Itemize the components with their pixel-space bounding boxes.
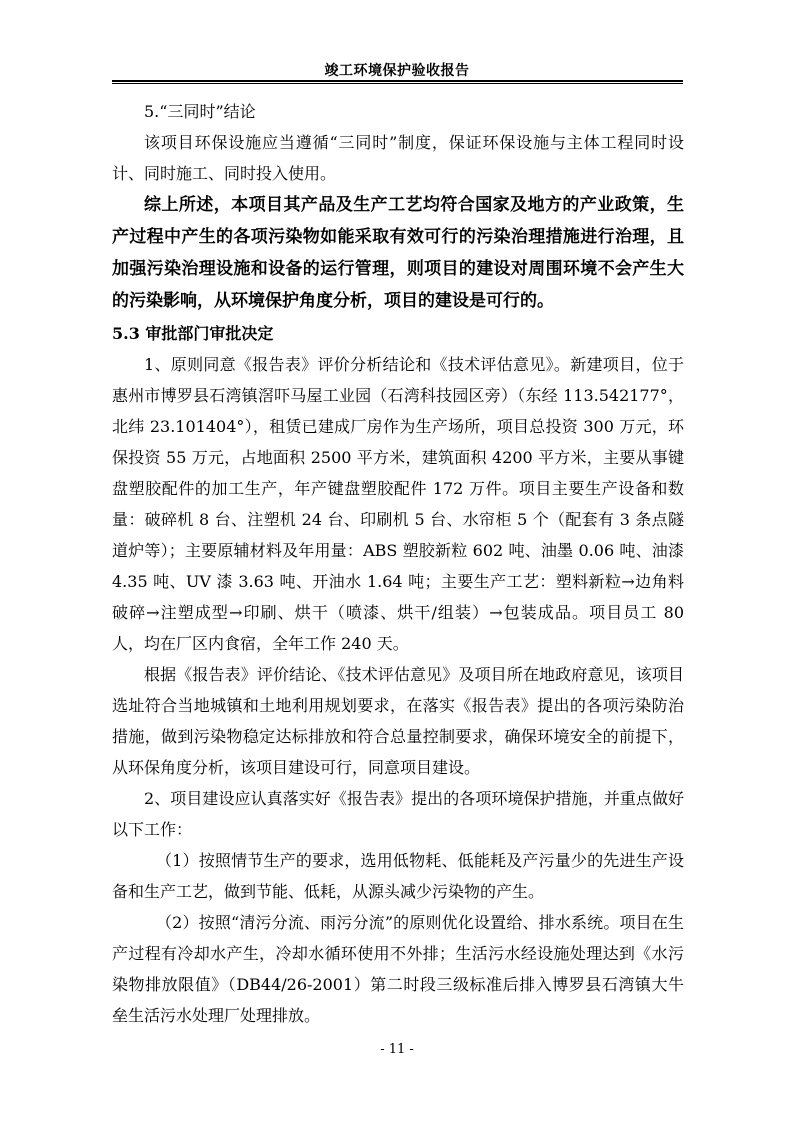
approval-paragraph-2: 根据《报告表》评价结论、《技术评估意见》及项目所在地政府意见，该项目选址符合当地城镇和土地利用规划要求，在落实《报告表》提出的各项污染防治措施，做到污染物稳定达标排放和符合总量控制要求，确保环境安全的前提下，从环保角度分析，该项目建设可行，同意项目建设。 bbox=[112, 665, 684, 777]
summary-paragraph: 综上所述，本项目其产品及生产工艺均符合国家及地方的产业政策，生产过程中产生的各项污染物如能采取有效可行的污染治理措施进行治理，且加强污染治理设施和设备的运行管理，则项目的建设对周围环境不会产生大的污染影响，从环境保护角度分析，项目的建设是可行的。 bbox=[112, 195, 684, 311]
requirement-item-1: （1）按照情节生产的要求，选用低物耗、低能耗及产污量少的先进生产设备和生产工艺，做到节能、低耗，从源头减少污染物的产生。 bbox=[112, 851, 684, 901]
document-body bbox=[112, 96, 684, 1031]
page-number: - 11 - bbox=[380, 1042, 414, 1057]
item5-heading: 5.“三同时”结论 bbox=[144, 102, 256, 121]
approval-paragraph-1: 1、原则同意《报告表》评价分析结论和《技术评估意见》。新建项目，位于惠州市博罗县石湾镇滘吓马屋工业园（石湾科技园区旁）（东经 113.542177°，北纬 23.101404°），租赁已建成厂房作为生产场所，项目总投资 300 万元，环保投资 55 万元，占地面积 2500 平方米，建筑面积 4200 平方米，主要从事键盘塑胶配件的加工生产，年产键盘塑胶配件 172 万件。项目主要生产设备和数量：破碎机 8 台、注塑机 24 台、印刷机 5 台、水帘柜 5 个（配套有 3 条点隧道炉等）；主要原辅材料及年用量：ABS 塑胶新粒 602 吨、油墨 0.06 吨、油漆 4.35 吨、UV 漆 3.63 吨、开油水 1.64 吨；主要生产工艺：塑料新粒→边角料破碎→注塑成型→印刷、烘干（喷漆、烘干/组装）→包装成品。项目员工 80 人，均在厂区内食宿，全年工作 240 天。 bbox=[112, 355, 684, 653]
requirement-item-2: （2）按照“清污分流、雨污分流”的原则优化设置给、排水系统。项目在生产过程有冷却水产生，冷却水循环使用不外排；生活污水经设施处理达到《水污染物排放限值》（DB44/26-2001）第二时段三级标准后排入博罗县石湾镇大牛垒生活污水处理厂处理排放。 bbox=[112, 913, 684, 1025]
report-header-title: 竣工环境保护验收报告 bbox=[324, 63, 470, 79]
item5-paragraph: 该项目环保设施应当遵循“三同时”制度，保证环保设施与主体工程同时设计、同时施工、同时投入使用。 bbox=[112, 133, 684, 183]
section-heading: 5.3 审批部门审批决定 bbox=[112, 324, 274, 343]
header-divider bbox=[112, 80, 683, 82]
header-divider-thin bbox=[112, 83, 683, 84]
approval-paragraph-3: 2、项目建设应认真落实好《报告表》提出的各项环境保护措施，并重点做好以下工作： bbox=[112, 789, 684, 839]
